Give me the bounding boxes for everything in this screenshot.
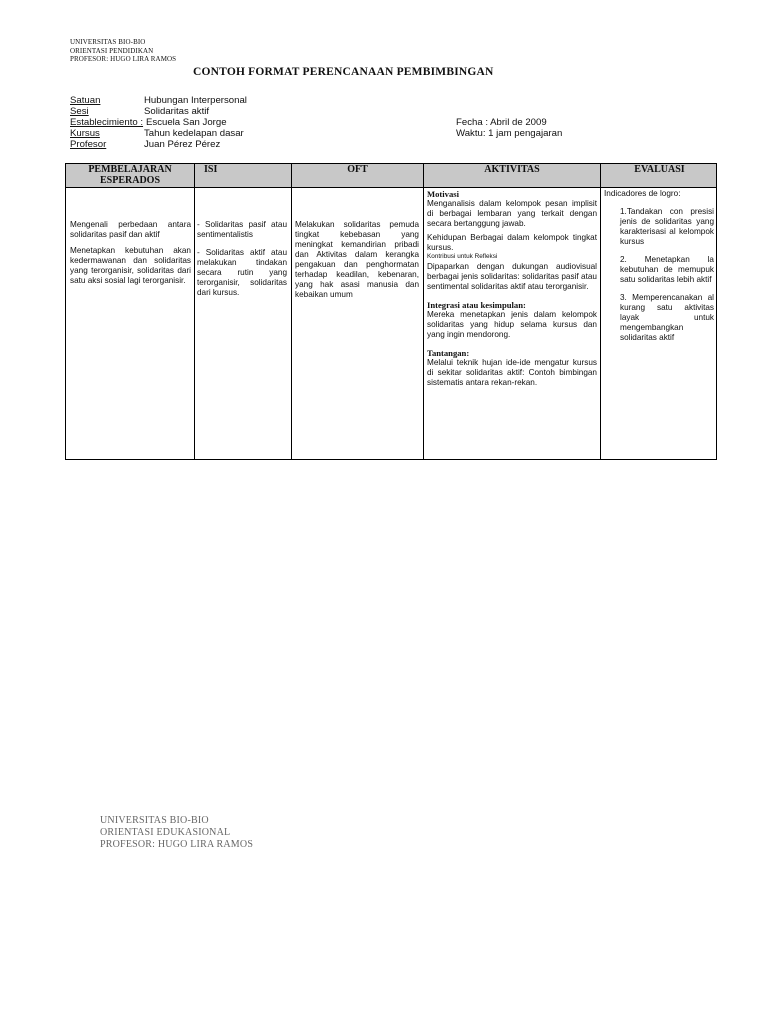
establecimiento-label: Establecimiento :	[70, 117, 144, 128]
waktu-text: Waktu: 1 jam pengajaran	[456, 128, 563, 139]
evaluasi-item-2: 2. Menetapkan la kebutuhan de memupuk satu solidaritas lebih aktif	[620, 255, 714, 284]
evaluasi-item-3: 3. Memperencanakan al kurang satu aktivitas layak untuk mengembangkan solidaritas aktif	[620, 293, 714, 342]
kehidupan-text: Kehidupan Berbagai dalam kelompok tingkat kursus.	[427, 233, 597, 252]
establecimiento-value: Escuela San Jorge	[146, 117, 227, 128]
motivasi-heading: Motivasi	[427, 189, 459, 199]
oft-item-1: Melakukan solidaritas pemuda tingkat kebebasan yang meningkat kemandirian pribadi dan Aktivitas dalam kerangka pengakuan dan penghormatan terhadap keadilan, kebenaran, yang hak asasi manusia dan kebaikan umum	[295, 220, 419, 299]
evaluasi-item-1: 1.Tandakan con presisi jenis de solidaritas yang karakterisasi al kelompok kursus	[620, 207, 714, 246]
motivasi-text: Menganalisis dalam kelompok pesan implisit di berbagai lembaran yang terkait dengan secara bertanggung jawab.	[427, 199, 597, 228]
isi-item-2: - Solidaritas aktif atau melakukan tindakan secara rutin yang terorganisir, solidaritas dari kursus.	[197, 248, 287, 297]
header-oft: OFT	[347, 164, 368, 175]
pembelajaran-cell	[70, 220, 191, 286]
footer-department: ORIENTASI EDUKASIONAL	[100, 827, 231, 838]
evaluasi-cell	[604, 189, 714, 343]
kursus-label: Kursus	[70, 128, 100, 139]
satuan-value: Hubungan Interpersonal	[144, 95, 247, 106]
pembelajaran-item-1: Mengenali perbedaan antara solidaritas pasif dan aktif	[70, 220, 191, 239]
integrasi-heading: Integrasi atau kesimpulan:	[427, 299, 526, 310]
dipaparkan-text: Dipaparkan dengan dukungan audiovisual berbagai jenis solidaritas: solidaritas pasif atau sentimental solidaritas aktif atau terorganisir.	[427, 261, 597, 291]
column-divider	[600, 164, 601, 459]
column-divider	[291, 164, 292, 459]
header-pembelajaran: PEMBELAJARAN ESPERADOS	[88, 164, 172, 186]
oft-cell	[295, 220, 419, 300]
isi-item-1: - Solidaritas pasif atau sentimentalistis	[197, 220, 287, 239]
aktivitas-cell	[427, 189, 597, 388]
pembelajaran-item-2: Menetapkan kebutuhan akan kedermawanan dan solidaritas yang terorganisir, solidaritas dari satu aksi sosial lagi terorganisir.	[70, 246, 191, 285]
profesor-value: Juan Pérez Pérez	[144, 139, 221, 150]
refleksi-text: Kontribusi untuk Refleksi	[427, 253, 498, 260]
footer-university: UNIVERSITAS BIO-BIO	[100, 815, 209, 826]
footer-block	[100, 815, 253, 851]
header-university: UNIVERSITAS BIO-BIO	[70, 38, 146, 46]
satuan-label: Satuan	[70, 95, 101, 106]
sesi-value: Solidaritas aktif	[144, 106, 210, 117]
document-title: CONTOH FORMAT PERENCANAAN PEMBIMBINGAN	[193, 66, 494, 78]
meta-block	[0, 95, 768, 155]
fecha-text: Fecha : Abril de 2009	[456, 117, 547, 128]
header-aktivitas: AKTIVITAS	[484, 164, 540, 175]
profesor-label: Profesor	[70, 139, 107, 150]
header-department: ORIENTASI PENDIDIKAN	[70, 46, 154, 55]
column-divider	[423, 164, 424, 459]
tantangan-heading: Tantangan:	[427, 347, 470, 358]
planning-table	[65, 163, 717, 460]
institution-header	[70, 38, 176, 64]
evaluasi-intro: Indicadores de logro:	[604, 189, 681, 198]
isi-cell	[197, 220, 287, 298]
header-evaluasi: EVALUASI	[634, 164, 685, 175]
sesi-label: Sesi	[70, 106, 89, 117]
column-divider	[194, 164, 195, 459]
footer-professor: PROFESOR: HUGO LIRA RAMOS	[100, 839, 254, 850]
tantangan-text: Melalui teknik hujan ide-ide mengatur kursus di sekitar solidaritas aktif: Contoh bimbingan sistematis antara rekan-rekan.	[427, 357, 597, 387]
header-isi: ISI	[204, 164, 218, 175]
kursus-value: Tahun kedelapan dasar	[144, 128, 244, 139]
header-professor: PROFESOR: HUGO LIRA RAMOS	[70, 55, 177, 63]
integrasi-text: Mereka menetapkan jenis dalam kelompok solidaritas yang hidup selama kursus dan yang ingin mendorong.	[427, 309, 597, 339]
